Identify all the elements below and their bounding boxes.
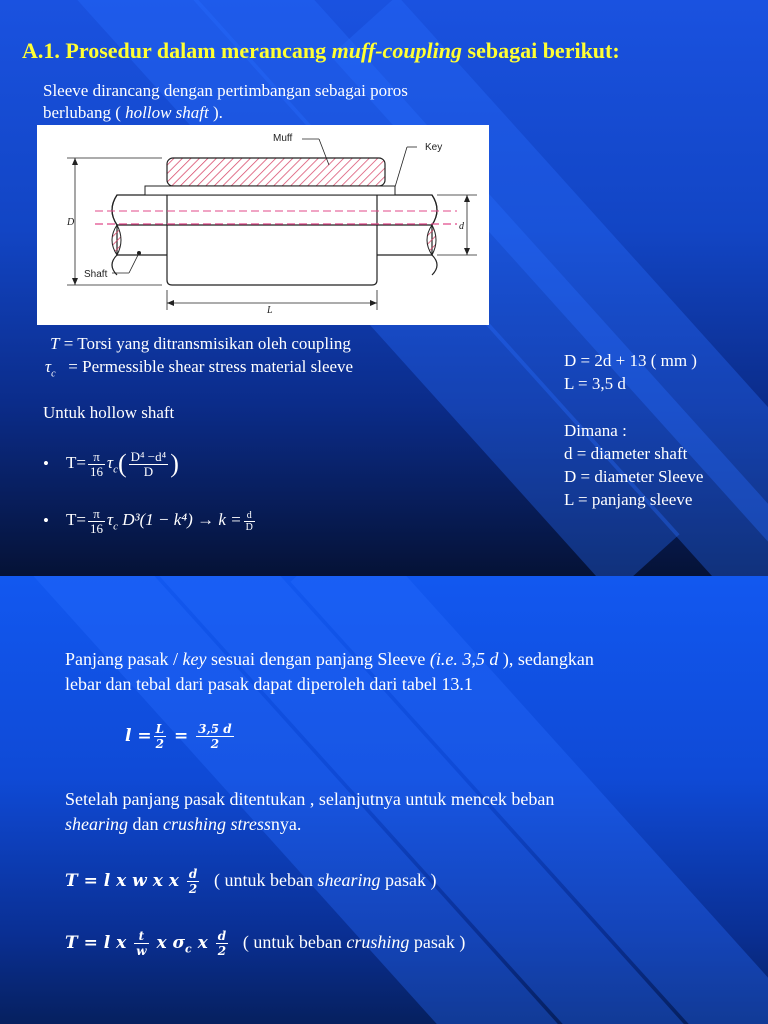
label-muff: Muff <box>273 133 293 144</box>
bullet-dot: • <box>43 511 49 530</box>
equation-shearing: T = l x w x x $\frac{d}{2}$ ( untuk beban shearing pasak ) <box>65 867 437 896</box>
intro-line-2: berlubang ( hollow shaft ). <box>43 103 223 122</box>
definition-D: D = diameter Sleeve <box>564 467 704 486</box>
muff-coupling-diagram <box>37 125 489 325</box>
label-key: Key <box>425 142 443 153</box>
key-length-paragraph-line-1: Panjang pasak / key sesuai dengan panjang Sleeve (i.e. 3,5 d ), sedangkan <box>65 649 594 669</box>
label-L: L <box>267 305 273 316</box>
label-D: D <box>67 217 75 228</box>
check-paragraph-line-1: Setelah panjang pasak ditentukan , selanjutnya untuk mencek beban <box>65 789 555 809</box>
equation-key-length: l = $\frac{L}{2}$ = $\frac{3,5 d}{2}$ <box>125 722 232 751</box>
equation-crushing: T = l x $\frac{t}{w}$ x $\sigma_c$ x $\frac{d}{2}$ ( untuk beban crushing pasak ) <box>65 929 466 958</box>
slide-2 <box>0 576 768 1024</box>
dimana-label: Dimana : <box>564 421 627 440</box>
equation-L: L = 3,5 d <box>564 374 626 393</box>
label-shaft: Shaft <box>84 269 108 280</box>
definition-tau: $\tau_c$ = Permessible shear stress material sleeve <box>45 357 354 380</box>
slide-title: A.1. Prosedur dalam merancang muff-coupling sebagai berikut: <box>22 38 620 63</box>
equation-D: D = 2d + 13 ( mm ) <box>564 351 697 370</box>
coupling-drawing <box>37 125 489 325</box>
key-length-paragraph-line-2: lebar dan tebal dari pasak dapat diperoleh dari tabel 13.1 <box>65 674 473 694</box>
bullet-dot: • <box>43 454 49 473</box>
intro-line-1: Sleeve dirancang dengan pertimbangan sebagai poros <box>43 81 408 100</box>
definition-T: T = Torsi yang ditransmisikan oleh coupling <box>50 334 351 353</box>
formula-hollow-shaft: T= $\frac{\pi}{16}$ $\tau_c$( $\frac{\text{D⁴ −d⁴}}{D}$ ) <box>66 448 179 479</box>
formula-hollow-shaft-k: T= $\frac{\pi}{16}$ $\tau_c$ D³(1 − k⁴) → k = $\frac{d}{D}$ <box>66 505 253 536</box>
hollow-shaft-label: Untuk hollow shaft <box>43 403 175 422</box>
definition-d: d = diameter shaft <box>564 444 688 463</box>
label-d: d <box>459 221 464 232</box>
check-paragraph-line-2: shearing dan crushing stressnya. <box>65 814 302 834</box>
definition-L: L = panjang sleeve <box>564 490 693 509</box>
